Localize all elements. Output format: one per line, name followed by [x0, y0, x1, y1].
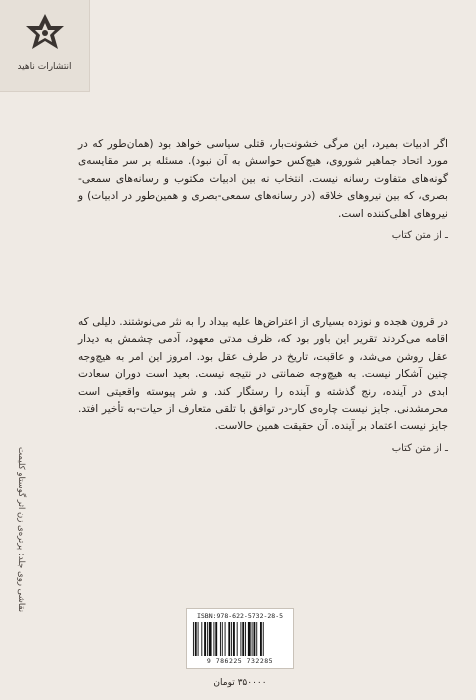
excerpt-1-text: اگر ادبیات بمیرد، این مرگی خشونت‌بار، قتلی سیاسی خواهد بود (همان‌طور که در مورد اتحاد جماهیر شوروی، هیچ‌کس حواسش به آن نبود). مسئله بر سر مقایسه‌ی گونه‌های متفاوت رسانه نیست. انتخاب نه بین ادبیات مکتوب و رسانه‌های سمعی-بصری، که بین نیروهای خلاقه (در رسانه‌های سمعی-بصری و همین‌طور در ادبیات) و نیروهای اهلی‌کننده است. — [78, 138, 448, 220]
barcode-bar — [242, 622, 244, 656]
excerpt-2-source: ـ از متن کتاب — [391, 442, 448, 454]
publisher-name: انتشارات ناهید — [17, 62, 72, 72]
barcode-bar — [260, 622, 262, 656]
excerpt-2-text: در قرون هجده و نوزده بسیاری از اعتراض‌ها علیه بیداد را به نثر می‌نوشتند. دلیلی که اقامه می‌کردند تقریر این باور بود که، ظرف مدتی معهود، آدمی چشمش به دیدار عقل روشن می‌شد، و عاقبت، تاریخ در طرف عقل بود. امروز این امر به هیچ‌وجه چنین آشکار نیست. به هیچ‌وجه ضمانتی در نتیجه نیست. بعید است دوران سعادت ابدی در آینده، رنج گذشته و آینده را رستگار کند. و شر پیوسته واقعیتی است محرمشدنی. جایز نیست چاره‌ی کار-در توافق با تلقی متعارف از حیات-به تأخیر افتد. جایز نیست اعتماد بر آینده. آن حقیقت همین حالاست. — [78, 316, 448, 433]
barcode-bar — [228, 622, 230, 656]
barcode-bar — [231, 622, 232, 656]
barcode-bar — [240, 622, 241, 656]
barcode-bar — [195, 622, 197, 656]
barcode-bar — [237, 622, 238, 656]
barcode-number: 9 786225 732285 — [206, 657, 274, 665]
barcode-bars — [191, 622, 289, 656]
barcode-bar — [253, 622, 255, 656]
barcode-bar — [252, 622, 253, 656]
barcode-bar — [215, 622, 217, 656]
barcode-bar — [209, 622, 212, 656]
barcode-bar — [213, 622, 214, 656]
barcode-bar — [204, 622, 206, 656]
isbn-label: ISBN:978-622-5732-28-5 — [196, 612, 284, 620]
excerpt-1-source: ـ از متن کتاب — [391, 230, 448, 242]
barcode-bar — [245, 622, 246, 656]
barcode-bar — [198, 622, 199, 656]
barcode-bar — [207, 622, 208, 656]
barcode-bar — [233, 622, 235, 656]
publisher-logo-block — [0, 0, 90, 92]
excerpt-1 — [78, 136, 448, 244]
barcode-bar — [220, 622, 221, 656]
cover-credit-text: نقاشی روی جلد: پرتره‌ی زن اثر گوستاو کلیمت — [16, 446, 26, 612]
barcode-bar — [225, 622, 226, 656]
star-emblem-icon — [23, 12, 67, 56]
excerpt-2 — [78, 314, 448, 457]
barcode — [186, 608, 294, 669]
barcode-bar — [222, 622, 223, 656]
cover-credit — [12, 400, 30, 612]
barcode-bar — [256, 622, 257, 656]
price-label: ۳۵۰۰۰۰ تومان — [213, 678, 267, 688]
barcode-bar — [248, 622, 251, 656]
barcode-bar — [201, 622, 202, 656]
barcode-bar — [263, 622, 264, 656]
barcode-bar — [193, 622, 194, 656]
